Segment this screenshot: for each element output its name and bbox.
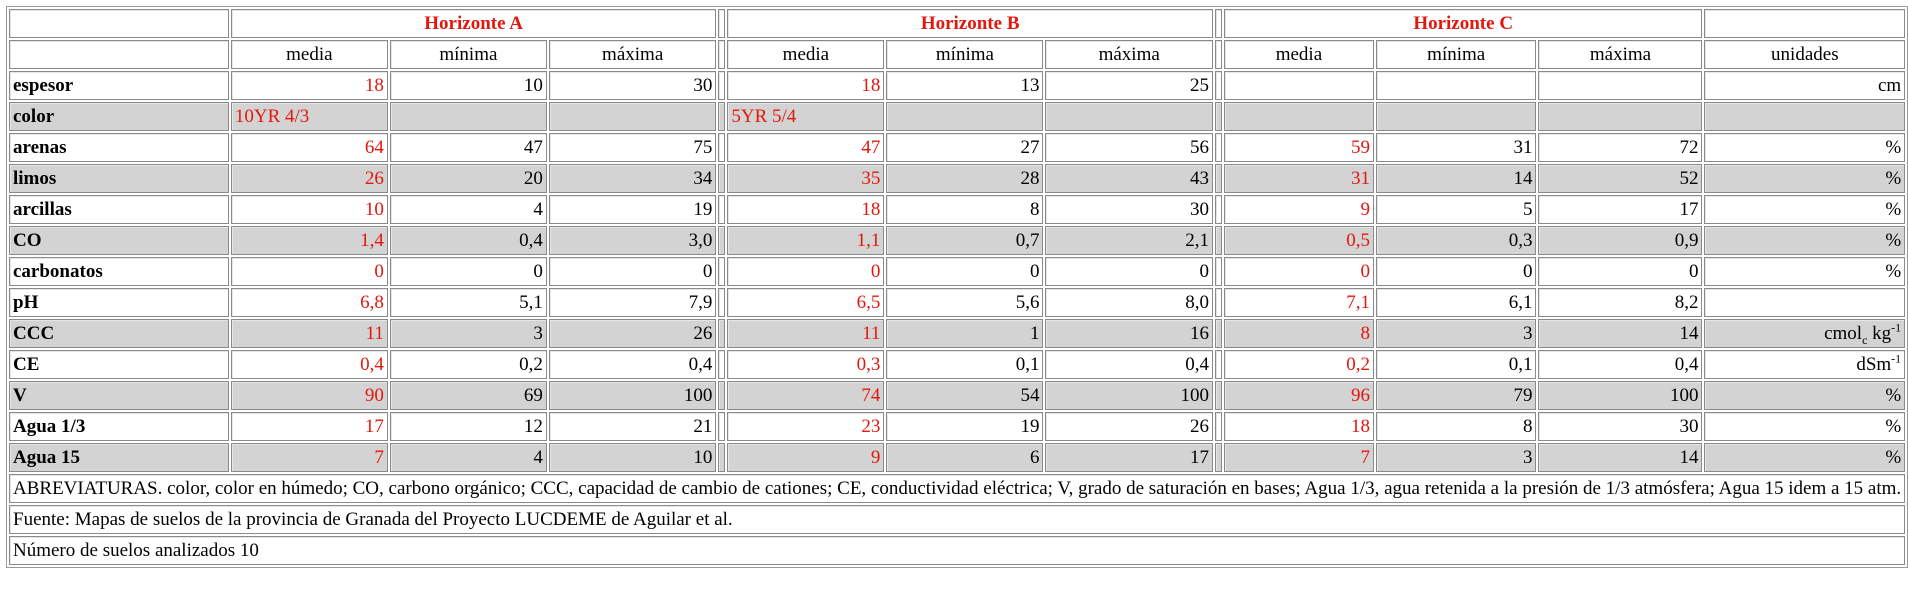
col-maxima-c: máxima [1538,40,1702,69]
cell-horizon-c-media: 9 [1224,195,1374,224]
column-gap [1215,412,1222,441]
cell-horizon-a-maxima: 75 [549,133,717,162]
cell-horizon-a-minima [390,102,547,131]
cell-horizon-a-media: 10 [231,195,388,224]
cell-horizon-c-media [1224,71,1374,100]
cell-horizon-a-minima: 20 [390,164,547,193]
cell-unit: % [1704,381,1905,410]
abbreviations-row [9,474,1905,503]
source-note: Fuente: Mapas de suelos de la provincia de Granada del Proyecto LUCDEME de Aguilar et al. [9,505,1905,534]
corner-cell [9,40,229,69]
cell-horizon-a-media: 11 [231,319,388,348]
cell-horizon-b-media: 18 [727,71,884,100]
cell-horizon-a-maxima [549,102,717,131]
cell-horizon-a-minima: 4 [390,195,547,224]
cell-horizon-b-maxima: 25 [1045,71,1213,100]
cell-horizon-c-maxima: 72 [1538,133,1702,162]
cell-horizon-a-maxima: 7,9 [549,288,717,317]
row-label: espesor [9,71,229,100]
col-media-c: media [1224,40,1374,69]
cell-horizon-b-minima: 28 [886,164,1043,193]
cell-unit [1704,102,1905,131]
unit-base: cmol [1824,323,1863,344]
column-gap [718,412,725,441]
cell-horizon-a-maxima: 21 [549,412,717,441]
cell-horizon-c-media: 96 [1224,381,1374,410]
cell-horizon-a-media: 18 [231,71,388,100]
cell-horizon-c-maxima: 30 [1538,412,1702,441]
column-gap [1215,40,1222,69]
cell-horizon-b-minima: 5,6 [886,288,1043,317]
cell-horizon-c-maxima: 8,2 [1538,288,1702,317]
column-gap [718,164,725,193]
cell-unit: % [1704,257,1905,286]
cell-horizon-c-maxima [1538,71,1702,100]
cell-horizon-a-maxima: 19 [549,195,717,224]
table-row [9,226,1905,255]
row-label: color [9,102,229,131]
column-gap [718,381,725,410]
table-row [9,195,1905,224]
unit-subscript: c [1862,332,1868,347]
cell-horizon-c-maxima [1538,102,1702,131]
row-label: CO [9,226,229,255]
cell-horizon-b-minima: 54 [886,381,1043,410]
col-maxima-a: máxima [549,40,717,69]
cell-horizon-b-minima [886,102,1043,131]
column-gap [718,257,725,286]
cell-horizon-c-minima: 79 [1376,381,1537,410]
cell-horizon-b-media: 9 [727,443,884,472]
cell-horizon-c-media: 0,2 [1224,350,1374,379]
column-gap [1215,257,1222,286]
cell-horizon-b-maxima: 43 [1045,164,1213,193]
cell-horizon-c-minima: 31 [1376,133,1537,162]
cell-horizon-a-media: 17 [231,412,388,441]
unit-superscript: -1 [1891,351,1902,366]
col-media-a: media [231,40,388,69]
row-label: CCC [9,319,229,348]
cell-horizon-b-minima: 13 [886,71,1043,100]
cell-horizon-c-minima: 0 [1376,257,1537,286]
col-minima-a: mínima [390,40,547,69]
cell-horizon-b-media: 0 [727,257,884,286]
table-body [9,71,1905,472]
cell-horizon-c-media: 31 [1224,164,1374,193]
column-gap [718,195,725,224]
source-row [9,505,1905,534]
unit-superscript: -1 [1891,320,1902,335]
column-gap [718,350,725,379]
cell-horizon-b-media: 18 [727,195,884,224]
cell-horizon-a-minima: 3 [390,319,547,348]
table-row [9,71,1905,100]
table-row [9,350,1905,379]
cell-unit: % [1704,133,1905,162]
cell-horizon-a-minima: 4 [390,443,547,472]
cell-horizon-a-minima: 0,4 [390,226,547,255]
cell-horizon-b-minima: 8 [886,195,1043,224]
cell-horizon-a-minima: 0 [390,257,547,286]
unit-middle: kg [1867,323,1892,344]
cell-horizon-c-minima: 0,1 [1376,350,1537,379]
row-label: Agua 1/3 [9,412,229,441]
cell-horizon-a-minima: 69 [390,381,547,410]
cell-horizon-c-minima: 5 [1376,195,1537,224]
column-gap [718,443,725,472]
cell-horizon-a-minima: 12 [390,412,547,441]
row-label: CE [9,350,229,379]
table-row [9,288,1905,317]
cell-horizon-b-media: 11 [727,319,884,348]
table-row [9,443,1905,472]
column-gap [1215,350,1222,379]
cell-horizon-b-media: 47 [727,133,884,162]
row-label: Agua 15 [9,443,229,472]
count-row [9,536,1905,565]
cell-horizon-c-media: 8 [1224,319,1374,348]
unit-base: dSm [1856,354,1892,375]
cell-horizon-a-maxima: 100 [549,381,717,410]
cell-horizon-c-media: 7,1 [1224,288,1374,317]
corner-cell [9,9,229,38]
cell-horizon-a-media: 26 [231,164,388,193]
column-gap [718,226,725,255]
cell-horizon-c-maxima: 52 [1538,164,1702,193]
cell-horizon-a-maxima: 0,4 [549,350,717,379]
cell-horizon-a-media: 0,4 [231,350,388,379]
cell-horizon-c-maxima: 0,4 [1538,350,1702,379]
cell-horizon-b-maxima: 56 [1045,133,1213,162]
cell-horizon-a-maxima: 26 [549,319,717,348]
cell-unit: % [1704,226,1905,255]
cell-horizon-b-media: 5YR 5/4 [727,102,884,131]
column-gap [1215,381,1222,410]
column-gap [1215,195,1222,224]
column-gap [1215,443,1222,472]
column-gap [1215,164,1222,193]
cell-unit: % [1704,412,1905,441]
cell-horizon-b-maxima: 30 [1045,195,1213,224]
col-media-b: media [727,40,884,69]
col-minima-c: mínima [1376,40,1537,69]
cell-horizon-a-minima: 5,1 [390,288,547,317]
table-row [9,164,1905,193]
table-row [9,257,1905,286]
units-header-spacer [1704,9,1905,38]
row-label: limos [9,164,229,193]
cell-unit: % [1704,164,1905,193]
cell-horizon-b-maxima [1045,102,1213,131]
cell-unit: % [1704,443,1905,472]
cell-horizon-c-media: 0 [1224,257,1374,286]
cell-horizon-c-media: 59 [1224,133,1374,162]
cell-horizon-b-minima: 27 [886,133,1043,162]
cell-unit [1704,350,1905,379]
cell-horizon-c-minima: 8 [1376,412,1537,441]
column-gap [1215,288,1222,317]
row-label: pH [9,288,229,317]
cell-horizon-c-minima: 6,1 [1376,288,1537,317]
horizon-b-header: Horizonte B [727,9,1213,38]
column-gap [1215,102,1222,131]
column-gap [718,288,725,317]
soil-properties-table [6,6,1908,568]
column-gap [718,133,725,162]
cell-horizon-a-minima: 0,2 [390,350,547,379]
cell-horizon-c-media [1224,102,1374,131]
cell-horizon-a-media: 10YR 4/3 [231,102,388,131]
cell-horizon-c-media: 0,5 [1224,226,1374,255]
cell-horizon-b-maxima: 0,4 [1045,350,1213,379]
cell-horizon-a-maxima: 34 [549,164,717,193]
cell-horizon-b-maxima: 17 [1045,443,1213,472]
cell-horizon-b-minima: 6 [886,443,1043,472]
col-unidades: unidades [1704,40,1905,69]
cell-horizon-b-media: 74 [727,381,884,410]
cell-horizon-b-minima: 0,1 [886,350,1043,379]
horizon-header-row [9,9,1905,38]
cell-unit: cm [1704,71,1905,100]
cell-horizon-a-media: 1,4 [231,226,388,255]
cell-horizon-a-minima: 47 [390,133,547,162]
cell-horizon-b-media: 1,1 [727,226,884,255]
table-row [9,381,1905,410]
cell-horizon-c-minima: 3 [1376,319,1537,348]
cell-horizon-c-maxima: 14 [1538,319,1702,348]
cell-horizon-c-minima [1376,102,1537,131]
cell-horizon-b-maxima: 8,0 [1045,288,1213,317]
abbreviations-note: ABREVIATURAS. color, color en húmedo; CO, carbono orgánico; CCC, capacidad de cambio de cationes; CE, conductividad eléctrica; V, grado de saturación en bases; Agua 1/3, agua retenida a la presión de 1/3 atmósfera; Agua 15 idem a 15 atm. [9,474,1905,503]
cell-unit [1704,288,1905,317]
table-row [9,319,1905,348]
cell-horizon-c-maxima: 17 [1538,195,1702,224]
table-row [9,412,1905,441]
horizon-a-header: Horizonte A [231,9,717,38]
cell-horizon-b-minima: 0,7 [886,226,1043,255]
row-label: carbonatos [9,257,229,286]
cell-horizon-c-media: 7 [1224,443,1374,472]
cell-horizon-b-media: 23 [727,412,884,441]
row-label: arcillas [9,195,229,224]
cell-horizon-b-maxima: 16 [1045,319,1213,348]
cell-horizon-c-media: 18 [1224,412,1374,441]
row-label: arenas [9,133,229,162]
cell-unit: % [1704,195,1905,224]
cell-horizon-a-maxima: 30 [549,71,717,100]
column-gap [1215,319,1222,348]
column-gap [718,9,725,38]
column-gap [1215,9,1222,38]
cell-horizon-c-maxima: 14 [1538,443,1702,472]
column-gap [718,71,725,100]
horizon-c-header: Horizonte C [1224,9,1703,38]
cell-horizon-b-media: 0,3 [727,350,884,379]
cell-horizon-c-minima: 3 [1376,443,1537,472]
column-gap [1215,226,1222,255]
cell-horizon-b-minima: 0 [886,257,1043,286]
cell-horizon-b-maxima: 2,1 [1045,226,1213,255]
cell-horizon-b-media: 6,5 [727,288,884,317]
sample-count-note: Número de suelos analizados 10 [9,536,1905,565]
cell-horizon-c-maxima: 0 [1538,257,1702,286]
cell-horizon-b-maxima: 100 [1045,381,1213,410]
cell-horizon-a-media: 90 [231,381,388,410]
cell-horizon-a-media: 6,8 [231,288,388,317]
cell-horizon-b-minima: 19 [886,412,1043,441]
cell-horizon-b-maxima: 0 [1045,257,1213,286]
column-gap [1215,133,1222,162]
cell-horizon-b-minima: 1 [886,319,1043,348]
cell-horizon-c-maxima: 100 [1538,381,1702,410]
cell-horizon-a-media: 0 [231,257,388,286]
col-maxima-b: máxima [1045,40,1213,69]
cell-horizon-c-maxima: 0,9 [1538,226,1702,255]
cell-horizon-a-media: 64 [231,133,388,162]
table-row [9,133,1905,162]
column-gap [718,102,725,131]
table-row [9,102,1905,131]
row-label: V [9,381,229,410]
cell-horizon-c-minima [1376,71,1537,100]
cell-horizon-a-maxima: 0 [549,257,717,286]
cell-horizon-c-minima: 0,3 [1376,226,1537,255]
cell-horizon-a-maxima: 3,0 [549,226,717,255]
cell-horizon-b-maxima: 26 [1045,412,1213,441]
cell-horizon-a-maxima: 10 [549,443,717,472]
cell-horizon-c-minima: 14 [1376,164,1537,193]
column-gap [1215,71,1222,100]
cell-horizon-b-media: 35 [727,164,884,193]
column-gap [718,319,725,348]
cell-horizon-a-minima: 10 [390,71,547,100]
stat-header-row [9,40,1905,69]
column-gap [718,40,725,69]
col-minima-b: mínima [886,40,1043,69]
cell-horizon-a-media: 7 [231,443,388,472]
cell-unit [1704,319,1905,348]
